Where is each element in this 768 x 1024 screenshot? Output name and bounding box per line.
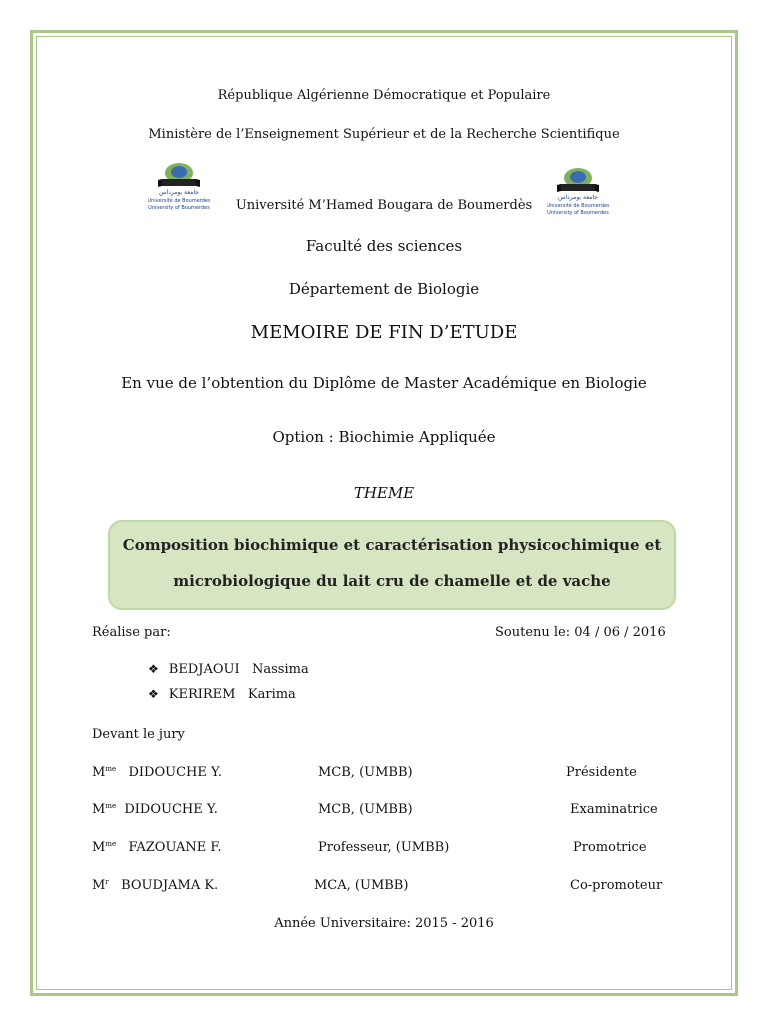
jury-label: Devant le jury — [92, 727, 185, 742]
republic-line: République Algérienne Démocratique et Populaire — [217, 88, 551, 103]
memoire-title: MEMOIRE DE FIN D’ETUDE — [250, 322, 518, 343]
jury-member-role: Promotrice — [573, 840, 647, 855]
defense-date: Soutenu le: 04 / 06 / 2016 — [495, 625, 666, 640]
authors-label: Réalise par: — [92, 625, 171, 640]
jury-member-name: $M^{me}$ FAZOUANE F. — [92, 840, 222, 855]
jury-member-name: $M^r$ BOUDJAMA K. — [92, 878, 219, 893]
bullet-icon: ❖ — [148, 687, 159, 701]
jury-member-role: Co-promoteur — [570, 878, 663, 893]
jury-member-name: $M^{me}$ DIDOUCHE Y. — [92, 802, 218, 817]
svg-text:University of Boumerdes: University of Boumerdes — [148, 205, 210, 211]
author-item — [148, 687, 296, 702]
author-last-name: KERIREM — [168, 687, 236, 702]
jury-member-role: Présidente — [566, 765, 637, 780]
author-item — [148, 662, 309, 677]
option-line: Option : Biochimie Appliquée — [272, 428, 496, 446]
university-name: Université M’Hamed Bougara de Boumerdès — [235, 198, 533, 213]
author-last-name: BEDJAOUI — [168, 662, 240, 677]
jury-member-role: Examinatrice — [570, 802, 658, 817]
jury-member-grade: MCB, (UMBB) — [318, 765, 413, 780]
academic-year: Année Universitaire: 2015 - 2016 — [274, 916, 494, 931]
theme-line-2: microbiologique du lait cru de chamelle et de vache — [173, 572, 611, 590]
svg-text:Université de Boumerdes: Université de Boumerdes — [148, 198, 210, 204]
department-name: Département de Biologie — [288, 280, 480, 298]
author-first-name: Nassima — [252, 662, 309, 677]
svg-text:جامعة بومرداس: جامعة بومرداس — [159, 189, 199, 196]
svg-text:جامعة بومرداس: جامعة بومرداس — [558, 194, 598, 201]
bullet-icon: ❖ — [148, 662, 159, 676]
jury-member-grade: Professeur, (UMBB) — [318, 840, 450, 855]
jury-member-name: $M^{me}$ DIDOUCHE Y. — [92, 765, 223, 780]
theme-box — [108, 520, 676, 610]
faculty-name: Faculté des sciences — [305, 237, 463, 255]
theme-line-1: Composition biochimique et caractérisation physicochimique et — [122, 536, 662, 554]
jury-member-grade: MCB, (UMBB) — [318, 802, 413, 817]
jury-member-grade: MCA, (UMBB) — [314, 878, 409, 893]
theme-label: THEME — [353, 484, 415, 502]
author-first-name: Karima — [247, 687, 296, 702]
ministry-line: Ministère de l’Enseignement Supérieur et de la Recherche Scientifique — [148, 127, 620, 142]
degree-subtitle: En vue de l’obtention du Diplôme de Master Académique en Biologie — [121, 374, 647, 392]
svg-text:University of Boumerdes: University of Boumerdes — [547, 210, 609, 216]
svg-text:Université de Boumerdes: Université de Boumerdes — [547, 203, 609, 209]
